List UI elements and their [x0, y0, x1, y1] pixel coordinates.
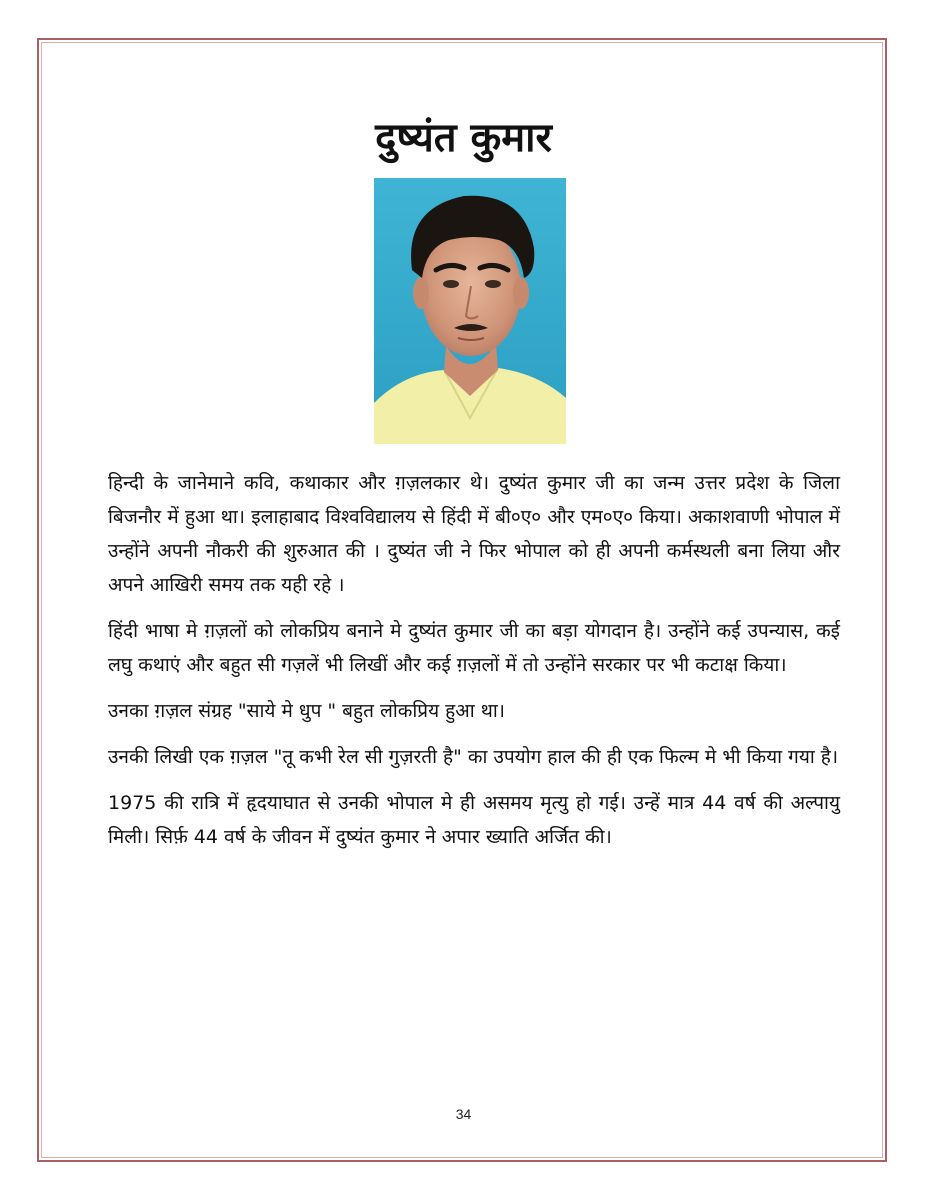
- paragraph-death: 1975 की रात्रि में हृदयाघात से उनकी भोपाल मे ही असमय मृत्यु हो गई। उन्हें मात्र 44 वर्ष की अल्पायु मिली। सिर्फ़ 44 वर्ष के जीवन में दुष्यंत कुमार ने अपार ख्याति अर्जित की।: [108, 792, 840, 848]
- biography-text: [108, 466, 840, 866]
- paragraph-contribution: हिंदी भाषा मे ग़ज़लों को लोकप्रिय बनाने मे दुष्यंत कुमार जी का बड़ा योगदान है। उन्होंने कई उपन्यास, कई लघु कथाएं और बहुत सी गज़लें भी लिखीं और कई ग़ज़लों में तो उन्होंने सरकार पर भी कटाक्ष किया।: [108, 620, 840, 676]
- portrait-photo: [374, 178, 566, 444]
- page-title: दुष्यंत कुमार: [375, 115, 552, 161]
- page-number: 34: [455, 1106, 472, 1122]
- paragraph-collection: उनका ग़ज़ल संग्रह "साये मे धुप " बहुत लोकप्रिय हुआ था।: [108, 700, 505, 722]
- paragraph-film: उनकी लिखी एक ग़ज़ल "तू कभी रेल सी गुज़रती है" का उपयोग हाल की ही एक फिल्म मे भी किया गया है।: [108, 746, 839, 768]
- paragraph-intro: हिन्दी के जानेमाने कवि, कथाकार और ग़ज़लकार थे। दुष्यंत कुमार जी का जन्म उत्तर प्रदेश के जिला बिजनौर में हुआ था। इलाहाबाद विश्वविद्यालय से हिंदी में बी०ए० और एम०ए० किया। अकाशवाणी भोपाल में उन्होंने अपनी नौकरी की शुरुआत की । दुष्यंत जी ने फिर भोपाल को ही अपनी कर्मस्थली बना लिया और अपने आखिरी समय तक यही रहे ।: [108, 472, 840, 596]
